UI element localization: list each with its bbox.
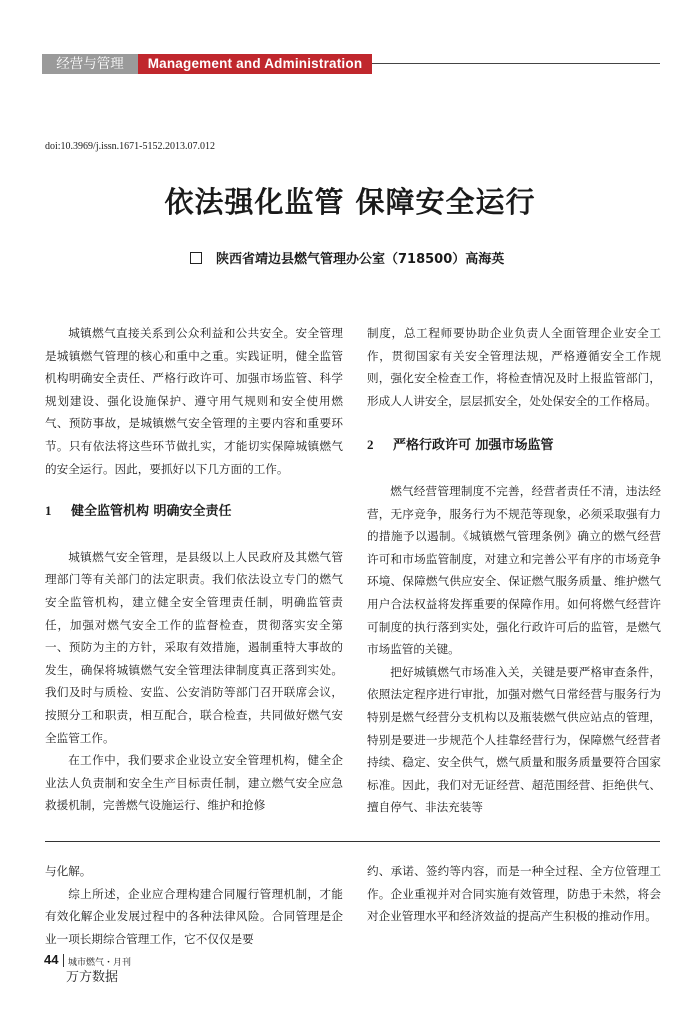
paragraph: 城镇燃气直接关系到公众利益和公共安全。安全管理是城镇燃气管理的核心和重中之重。实践证明，健全监管机构明确安全责任、严格行政许可、加强市场监管、科学规划建设、强化设施保护、遵守用气规则和安全使用燃气、预防事故，是城镇燃气安全管理的主要内容和重要环节。只有依法将这些环节做扎实，才能切实保障城镇燃气的安全运行。因此，要抓好以下几方面的工作。 [45,326,343,476]
author-line [190,248,504,267]
paragraph: 综上所述，企业应合理构建合同履行管理机制，才能有效化解企业发展过程中的各种法律风险。合同管理是企业一项长期综合管理工作，它不仅仅是要 [45,886,343,946]
section-heading [367,434,661,458]
bottom-left-column [45,860,343,950]
section-label-cn: 经营与管理 [42,54,138,74]
doi: doi:10.3969/j.issn.1671-5152.2013.07.012 [45,141,216,152]
section-heading [45,500,343,524]
section-heading-text: 严格行政许可 加强市场监管 [393,438,554,454]
footer-divider [63,954,64,967]
section-label-en: Management and Administration [138,54,372,74]
watermark: 万方数据 [66,970,119,985]
paragraph: 燃气经营管理制度不完善，经营者责任不清，违法经营，无序竞争，服务行为不规范等现象，必须采取强有力的措施予以遏制。《城镇燃气管理条例》确立的燃气经营许可和市场监管制度，对建立和完善公平有序的市场竞争环境、保障燃气供应安全、保证燃气服务质量、维护燃气用户合法权益将发挥重要的保障作用。如何将燃气经营许可制度的执行落到实处，强化行政许可后的监管，是燃气市场监管的关键。 [367,483,661,657]
paragraph: 与化解。 [45,864,92,878]
square-bullet-icon [190,252,202,264]
journal-name: 城市燃气・月刊 [68,958,132,968]
bottom-right-column [367,860,661,928]
paragraph: 城镇燃气安全管理，是县级以上人民政府及其燃气管理部门等有关部门的法定职责。我们依法设立专门的燃气安全监管机构，建立健全安全管理责任制，明确监管责任，加强对燃气安全工作的监督检查，贯彻落实安全第一、预防为主的方针，采取有效措施，遏制重特大事故的发生，确保将城镇燃气安全管理法律制度真正落到实处。我们及时与质检、安监、公安消防等部门召开联席会议，按照分工和职责，相互配合，联合检查，共同做好燃气安全监管工作。 [45,549,343,745]
section-heading-text: 健全监管机构 明确安全责任 [71,504,232,520]
section-number: 1 [45,503,52,519]
section-divider [45,841,660,842]
paragraph: 约、承诺、签约等内容，而是一种全过程、全方位管理工作。企业重视并对合同实施有效管理，防患于未然，将会对企业管理水平和经济效益的提高产生积极的推动作用。 [367,864,661,924]
paragraph: 制度，总工程师要协助企业负责人全面管理企业安全工作，贯彻国家有关安全管理法规，严格遵循安全工作规则，强化安全检查工作，将检查情况及时上报监管部门，形成人人讲安全，层层抓安全，处处保安全的工作格局。 [367,326,661,408]
paragraph: 把好城镇燃气市场准入关，关键是要严格审查条件，依照法定程序进行审批，加强对燃气日常经营与服务行为特别是燃气经营分支机构以及瓶装燃气供应站点的管理，特别是要进一步规范个人挂靠经营行为，保障燃气经营者持续、稳定、安全供气，燃气质量和服务质量要符合国家标准。因此，我们对无证经营、超范围经营、拒绝供气、擅自停气、非法充装等 [367,664,661,815]
article-title: 依法强化监管 保障安全运行 [164,185,536,219]
paragraph: 在工作中，我们要求企业设立安全管理机构，健全企业法人负责制和安全生产目标责任制，建立燃气安全应急救援机制，完善燃气设施运行、维护和抢修 [45,753,343,813]
page-number: 44 [44,952,59,967]
section-number: 2 [367,437,374,453]
header-rule [372,63,660,64]
right-column [367,322,661,819]
left-column [45,322,343,817]
author-text: 陕西省靖边县燃气管理办公室（718500）高海英 [216,252,505,267]
